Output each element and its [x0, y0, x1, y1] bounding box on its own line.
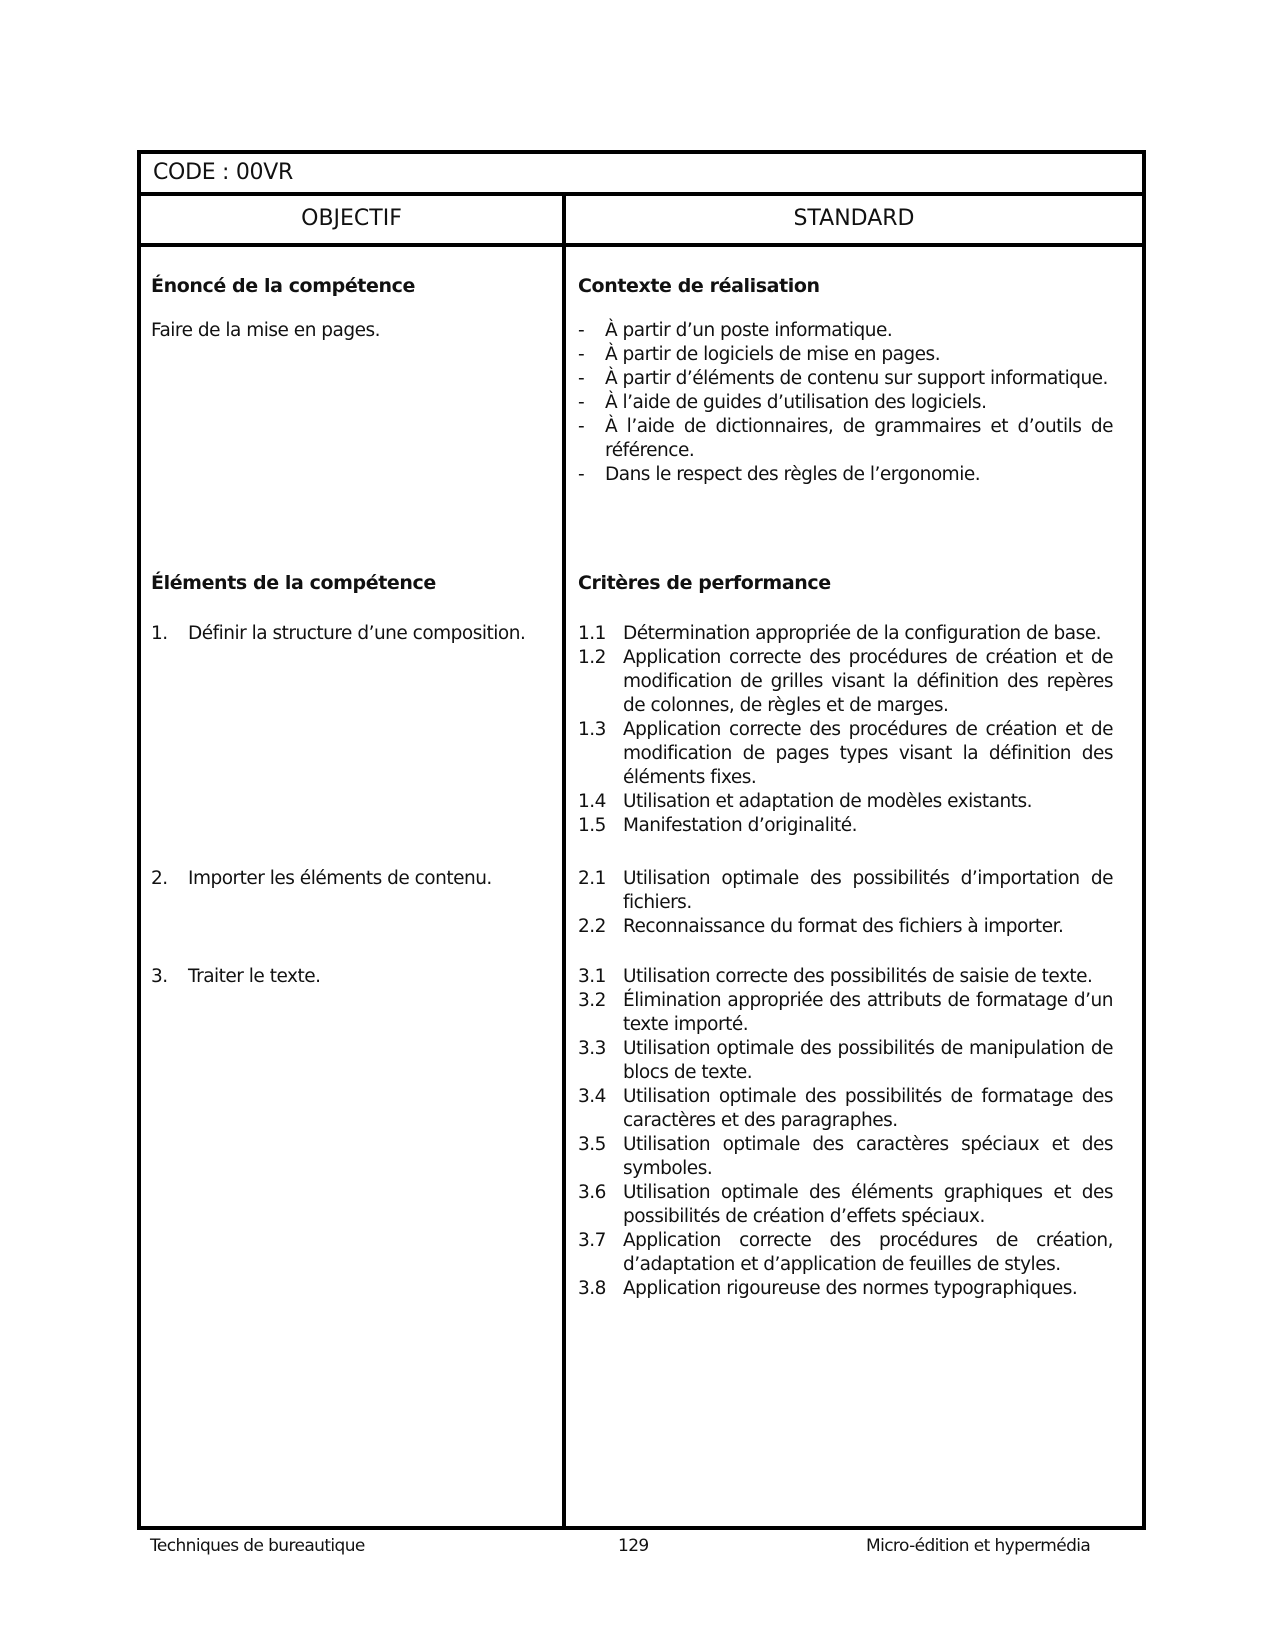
- criteres-title: Critères de performance: [578, 572, 831, 594]
- footer-program-title: Techniques de bureautique: [150, 1536, 365, 1556]
- column-header-row: [141, 196, 1142, 247]
- contexte-item: - À partir de logiciels de mise en pages.: [578, 344, 941, 365]
- element-number: 3.: [151, 966, 168, 987]
- footer-page-number: 129: [618, 1536, 649, 1556]
- element-item: [151, 867, 492, 891]
- criteres-group-2: [578, 867, 1113, 939]
- critere-item: 1.3 Application correcte des procédures de création et de modification de pages types visant la définition des éléments fixes.: [578, 719, 1113, 788]
- footer-module-title: Micro-édition et hypermédia: [866, 1536, 1091, 1556]
- competency-code: CODE : 00VR: [153, 160, 293, 185]
- contexte-item: - Dans le respect des règles de l’ergonomie.: [578, 464, 981, 485]
- element-text: Traiter le texte.: [188, 966, 321, 987]
- contexte-item: - À partir d’éléments de contenu sur support informatique.: [578, 368, 1108, 389]
- code-row: [141, 154, 1142, 196]
- enonce-text: Faire de la mise en pages.: [151, 320, 381, 341]
- competency-table: [137, 150, 1146, 1530]
- element-item: [151, 965, 320, 989]
- element-text: Importer les éléments de contenu.: [188, 868, 492, 889]
- critere-item: 1.1 Détermination appropriée de la configuration de base.: [578, 623, 1102, 644]
- critere-item: 1.2 Application correcte des procédures de création et de modification de grilles visant la définition des repères de colonnes, de règles et de marges.: [578, 647, 1113, 716]
- critere-item: 3.7 Application correcte des procédures de création, d’adaptation et d’application de feuilles de styles.: [578, 1230, 1113, 1275]
- element-number: 1.: [151, 623, 168, 644]
- contexte-item: - À l’aide de guides d’utilisation des logiciels.: [578, 392, 987, 413]
- element-text: Définir la structure d’une composition.: [188, 623, 526, 644]
- contexte-item: - À partir d’un poste informatique.: [578, 320, 893, 341]
- critere-item: 3.2 Élimination appropriée des attributs de formatage d’un texte importé.: [578, 990, 1113, 1035]
- critere-item: 3.8 Application rigoureuse des normes typographiques.: [578, 1278, 1078, 1299]
- criteres-group-1: [578, 622, 1113, 838]
- column-divider: [562, 196, 566, 1526]
- critere-item: 3.3 Utilisation optimale des possibilités de manipulation de blocs de texte.: [578, 1038, 1113, 1083]
- contexte-list: [578, 319, 1113, 487]
- elements-title: Éléments de la compétence: [151, 572, 436, 594]
- criteres-group-3: [578, 965, 1113, 1301]
- critere-item: 3.5 Utilisation optimale des caractères spéciaux et des symboles.: [578, 1134, 1113, 1179]
- objectif-header: OBJECTIF: [301, 206, 402, 231]
- critere-item: 2.1 Utilisation optimale des possibilités d’importation de fichiers.: [578, 868, 1113, 913]
- element-number: 2.: [151, 868, 168, 889]
- critere-item: 3.6 Utilisation optimale des éléments graphiques et des possibilités de création d’effets spéciaux.: [578, 1182, 1113, 1227]
- contexte-title: Contexte de réalisation: [578, 275, 820, 297]
- critere-item: 3.1 Utilisation correcte des possibilités de saisie de texte.: [578, 966, 1093, 987]
- standard-header: STANDARD: [793, 206, 915, 231]
- contexte-item: - À l’aide de dictionnaires, de grammaires et d’outils de référence.: [578, 416, 1113, 461]
- element-item: [151, 622, 525, 646]
- critere-item: 1.5 Manifestation d’originalité.: [578, 815, 858, 836]
- enonce-title: Énoncé de la compétence: [151, 275, 415, 297]
- critere-item: 3.4 Utilisation optimale des possibilités de formatage des caractères et des paragraphes.: [578, 1086, 1113, 1131]
- critere-item: 1.4 Utilisation et adaptation de modèles existants.: [578, 791, 1032, 812]
- critere-item: 2.2 Reconnaissance du format des fichiers à importer.: [578, 916, 1064, 937]
